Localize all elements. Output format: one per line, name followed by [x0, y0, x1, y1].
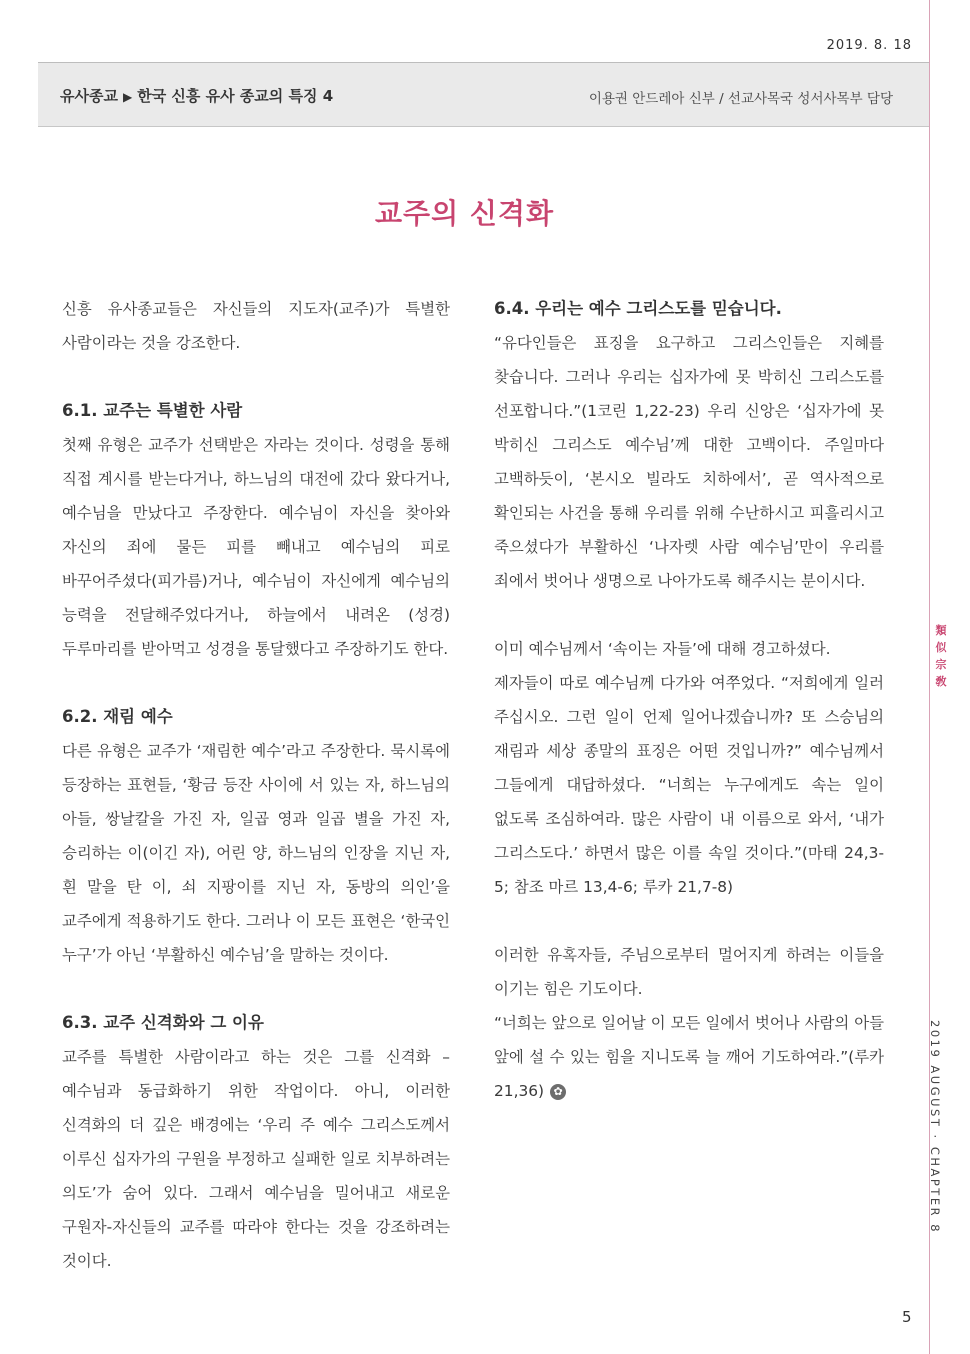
author-credit: 이용권 안드레아 신부 / 선교사목국 성서사목부 담당 — [588, 91, 893, 107]
section-body-6-2: 다른 유형은 교주가 ‘재림한 예수’라고 주장한다. 묵시록에 등장하는 표현들, ‘황금 등잔 사이에 서 있는 자, 하느님의 아들, 쌍날칼을 가진 자, 일곱 영과 일곱 별을 가진 자, 승리하는 이(이긴 자), 어린 양, 하느님의 인장을 지닌 자, 흰 말을 탄 이, 쇠 지팡이를 지닌 자, 동방의 의인’을 교주에게 적용하기도 한다. 그러나 이 모든 표현은 ‘한국인 누구’가 아닌 ‘부활하신 예수님’을 말하는 것이다. — [62, 742, 450, 964]
hanja-char: 似 — [935, 641, 947, 654]
hanja-char: 敎 — [935, 675, 947, 688]
arrow-right-icon: ▶ — [122, 90, 133, 104]
intro-paragraph: 신흥 유사종교들은 자신들의 지도자(교주)가 특별한 사람이라는 것을 강조한다. — [62, 300, 450, 352]
end-mark-icon: ✿ — [550, 1084, 566, 1100]
gospel-quote: 제자들이 따로 예수님께 다가와 여쭈었다. “저희에게 일러 주십시오. 그런 일이 언제 일어나겠습니까? 또 스승님의 재림과 세상 종말의 표징은 어떤 것입니까?” 예수님께서 그들에게 대답하셨다. “너희는 누구에게도 속는 일이 없도록 조심하여라. 많은 사람이 내 이름으로 와서, ‘내가 그리스도다.’ 하면서 많은 이를 속일 것이다.”(마태 24,3-5; 참조 마르 13,4-6; 루카 21,7-8) — [494, 674, 884, 896]
section-heading-6-1: 6.1. 교주는 특별한 사람 — [62, 401, 243, 420]
left-column — [62, 292, 450, 1278]
series-heading — [60, 85, 333, 106]
section-heading-6-3: 6.3. 교주 신격화와 그 이유 — [62, 1013, 264, 1032]
side-hanja-label — [933, 622, 949, 690]
section-heading-6-2: 6.2. 재림 예수 — [62, 707, 173, 726]
right-column — [494, 292, 884, 1108]
section-body-6-1: 첫째 유형은 교주가 선택받은 자라는 것이다. 성령을 통해 직접 계시를 받는다거나, 하느님의 대전에 갔다 왔다거나, 예수님을 만났다고 주장한다. 예수님이 자신을 찾아와 자신의 죄에 물든 피를 빼내고 예수님의 피로 바꾸어주셨다(피가름)거나, 예수님이 자신에게 예수님의 능력을 전달해주었다거나, 하늘에서 내려온 (성경) 두루마리를 받아먹고 성경을 통달했다고 주장하기도 한다. — [62, 436, 450, 658]
section-heading-6-4: 6.4. 우리는 예수 그리스도를 믿습니다. — [494, 299, 782, 318]
prayer-quote — [494, 1006, 884, 1108]
article-title: 교주의 신격화 — [374, 197, 555, 230]
section-body-6-3: 교주를 특별한 사람이라고 하는 것은 그를 신격화 – 예수님과 동급화하기 위한 작업이다. 아니, 이러한 신격화의 더 깊은 배경에는 ‘우리 주 예수 그리스도께서 이루신 십자가의 구원을 부정하고 실패한 일로 치부하려는 의도’가 숨어 있다. 그래서 예수님을 밀어내고 새로운 구원자-자신들의 교주를 따라야 한다는 것을 강조하려는 것이다. — [62, 1048, 450, 1270]
issue-date: 2019. 8. 18 — [826, 38, 912, 53]
header-bar — [38, 62, 929, 127]
section-body-6-4: “유다인들은 표징을 요구하고 그리스인들은 지혜를 찾습니다. 그러나 우리는 십자가에 못 박히신 그리스도를 선포합니다.”(1코린 1,22-23) 우리 신앙은 ‘십자가에 못 박히신 그리스도 예수님’께 대한 고백이다. 주일마다 고백하듯이, ‘본시오 빌라도 치하에서’, 곧 역사적으로 확인되는 사건을 통해 우리를 위해 수난하시고 피흘리시고 죽으셨다가 부활하신 ‘나자렛 사람 예수님’만이 우리를 죄에서 벗어나 생명으로 나아가도록 해주시는 분이시다. — [494, 334, 884, 590]
warning-intro: 이미 예수님께서 ‘속이는 자들’에 대해 경고하셨다. — [494, 640, 831, 658]
series-title: 한국 신흥 유사 종교의 특징 4 — [137, 87, 334, 105]
hanja-char: 類 — [935, 624, 947, 637]
hanja-char: 宗 — [935, 658, 947, 671]
page-number: 5 — [902, 1308, 912, 1326]
prayer-intro: 이러한 유혹자들, 주님으로부터 멀어지게 하려는 이들을 이기는 힘은 기도이다. — [494, 946, 884, 998]
section-label: 유사종교 — [60, 87, 118, 105]
side-edition-label: 2019 AUGUST · CHAPTER 8 — [928, 1020, 942, 1235]
prayer-quote-text: “너희는 앞으로 일어날 이 모든 일에서 벗어나 사람의 아들 앞에 설 수 있는 힘을 지니도록 늘 깨어 기도하여라.”(루카 21,36) — [494, 1014, 884, 1100]
